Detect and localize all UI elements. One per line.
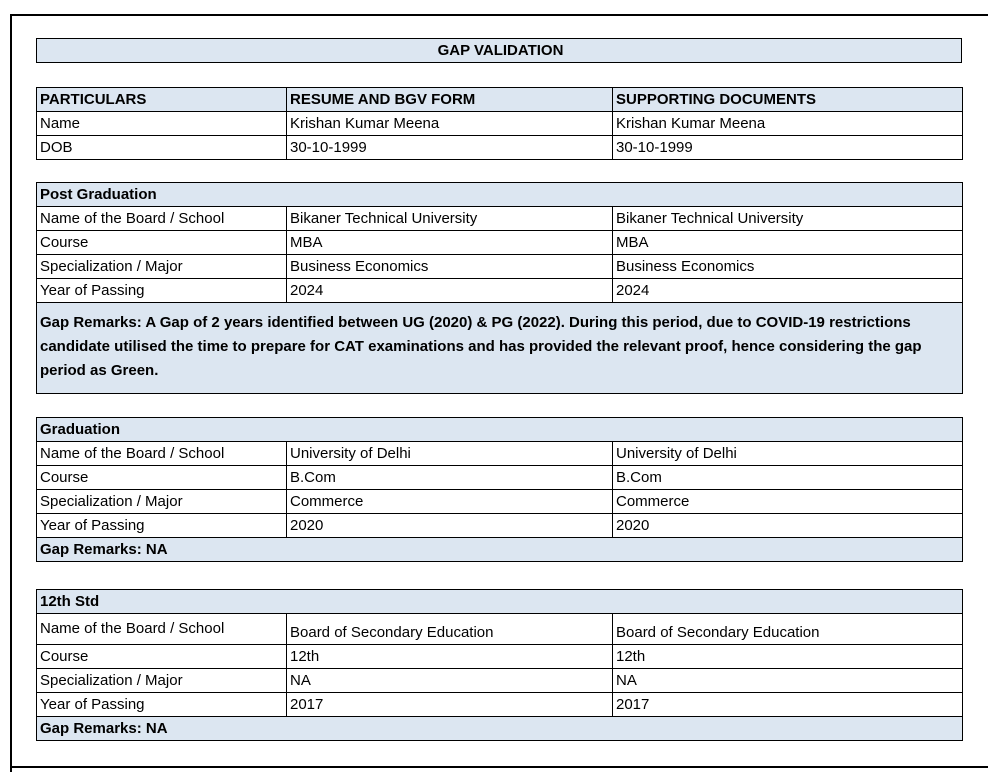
resume-value: Bikaner Technical University: [287, 207, 613, 231]
resume-value: Krishan Kumar Meena: [287, 112, 613, 136]
supporting-value: NA: [613, 669, 963, 693]
row-label: Course: [37, 466, 287, 490]
personal-table: [36, 87, 963, 160]
header-resume: RESUME AND BGV FORM: [287, 88, 613, 112]
resume-value: 2017: [287, 693, 613, 717]
supporting-value: University of Delhi: [613, 442, 963, 466]
resume-value: Board of Secondary Education: [287, 614, 613, 645]
header-particulars: PARTICULARS: [37, 88, 287, 112]
table-row: [37, 112, 963, 136]
supporting-value: 2020: [613, 514, 963, 538]
supporting-value: 2024: [613, 279, 963, 303]
title-table: [36, 38, 962, 63]
resume-value: University of Delhi: [287, 442, 613, 466]
post-graduation-table: [36, 182, 963, 394]
row-label: Name of the Board / School: [37, 614, 287, 645]
gap-remarks: Gap Remarks: NA: [37, 538, 963, 562]
table-row: [37, 231, 963, 255]
row-label: Specialization / Major: [37, 669, 287, 693]
supporting-value: Business Economics: [613, 255, 963, 279]
row-label: Year of Passing: [37, 693, 287, 717]
table-row: [37, 514, 963, 538]
table-row: [37, 279, 963, 303]
table-row: [37, 669, 963, 693]
section-heading: Post Graduation: [37, 183, 963, 207]
header-row: [37, 88, 963, 112]
table-row: [37, 207, 963, 231]
resume-value: Commerce: [287, 490, 613, 514]
resume-value: 2020: [287, 514, 613, 538]
resume-value: MBA: [287, 231, 613, 255]
row-label: Name: [37, 112, 287, 136]
supporting-value: 2017: [613, 693, 963, 717]
table-row: [37, 255, 963, 279]
supporting-value: 12th: [613, 645, 963, 669]
table-row: [37, 614, 963, 645]
row-label: Name of the Board / School: [37, 207, 287, 231]
table-row: [37, 645, 963, 669]
supporting-value: Krishan Kumar Meena: [613, 112, 963, 136]
resume-value: NA: [287, 669, 613, 693]
resume-value: 30-10-1999: [287, 136, 613, 160]
row-label: Course: [37, 645, 287, 669]
row-label: Name of the Board / School: [37, 442, 287, 466]
section-heading: 12th Std: [37, 590, 963, 614]
resume-value: 2024: [287, 279, 613, 303]
page-title: GAP VALIDATION: [37, 39, 962, 63]
header-supporting: SUPPORTING DOCUMENTS: [613, 88, 963, 112]
graduation-table: [36, 417, 963, 562]
gap-remarks: Gap Remarks: A Gap of 2 years identified between UG (2020) & PG (2022). During this period, due to COVID-19 restrictions candidate utilised the time to prepare for CAT examinations and has provided the relevant proof, hence considering the gap period as Green.: [37, 303, 963, 394]
row-label: Year of Passing: [37, 514, 287, 538]
row-label: Year of Passing: [37, 279, 287, 303]
supporting-value: B.Com: [613, 466, 963, 490]
std12-table: [36, 589, 963, 741]
bottom-border: [10, 766, 988, 768]
gap-remarks: Gap Remarks: NA: [37, 717, 963, 741]
supporting-value: Bikaner Technical University: [613, 207, 963, 231]
table-row: [37, 490, 963, 514]
resume-value: Business Economics: [287, 255, 613, 279]
row-label: Course: [37, 231, 287, 255]
resume-value: 12th: [287, 645, 613, 669]
table-row: [37, 466, 963, 490]
table-row: [37, 136, 963, 160]
row-label: Specialization / Major: [37, 255, 287, 279]
supporting-value: MBA: [613, 231, 963, 255]
table-row: [37, 693, 963, 717]
table-row: [37, 442, 963, 466]
supporting-value: Commerce: [613, 490, 963, 514]
supporting-value: Board of Secondary Education: [613, 614, 963, 645]
resume-value: B.Com: [287, 466, 613, 490]
section-heading: Graduation: [37, 418, 963, 442]
row-label: DOB: [37, 136, 287, 160]
row-label: Specialization / Major: [37, 490, 287, 514]
supporting-value: 30-10-1999: [613, 136, 963, 160]
